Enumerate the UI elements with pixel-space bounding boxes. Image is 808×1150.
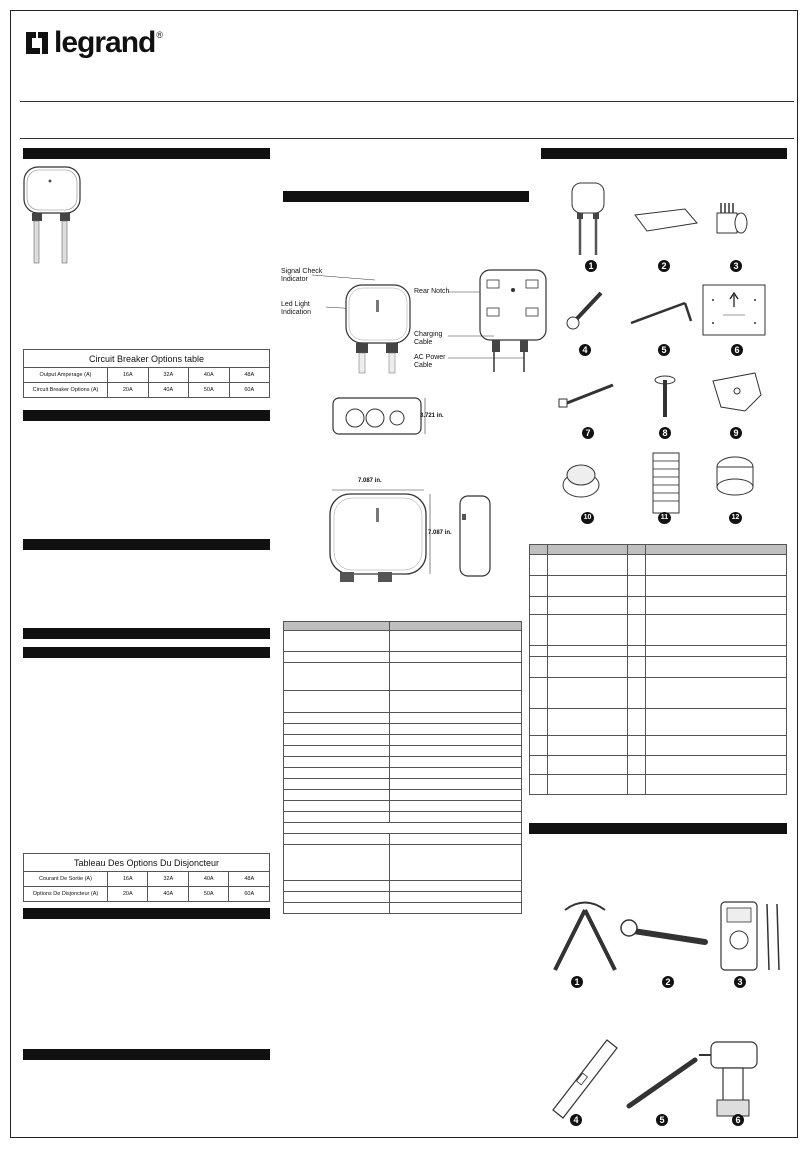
header-rule-2 bbox=[20, 138, 794, 139]
tool-number-6: 6 bbox=[732, 1114, 744, 1126]
parts-table bbox=[529, 544, 787, 795]
tool-number-5: 5 bbox=[656, 1114, 668, 1126]
height-dimension: 7.087 in. bbox=[428, 530, 452, 536]
row-label: Output Amperage (A) bbox=[24, 368, 108, 383]
section-bar bbox=[23, 148, 270, 159]
cell: 60A bbox=[229, 383, 270, 398]
charging-cable-label: Charging Cable bbox=[414, 331, 443, 346]
tool-number-1: 1 bbox=[571, 976, 583, 988]
cell: 16A bbox=[108, 368, 149, 383]
section-bar bbox=[529, 823, 787, 834]
part-number-2: 2 bbox=[658, 260, 670, 272]
row-label: Circuit Breaker Options (A) bbox=[24, 383, 108, 398]
logo-registered: ® bbox=[156, 30, 163, 40]
part-number-1: 1 bbox=[585, 260, 597, 272]
part-number-5: 5 bbox=[658, 344, 670, 356]
cell: 32A bbox=[148, 872, 188, 887]
cell: 40A bbox=[188, 872, 228, 887]
header-rule-1 bbox=[20, 101, 794, 102]
part-number-10: 10 bbox=[581, 512, 594, 524]
part-number-11: 11 bbox=[658, 512, 671, 524]
part-number-3: 3 bbox=[730, 260, 742, 272]
breaker-table-fr bbox=[23, 853, 270, 902]
section-bar bbox=[23, 628, 270, 639]
table-title: Circuit Breaker Options table bbox=[24, 350, 270, 368]
part-number-6: 6 bbox=[731, 344, 743, 356]
tool-number-4: 4 bbox=[570, 1114, 582, 1126]
part-number-9: 9 bbox=[730, 427, 742, 439]
part-number-4: 4 bbox=[579, 344, 591, 356]
ac-power-label: AC Power Cable bbox=[414, 354, 446, 369]
charger-dimension-diagram bbox=[320, 484, 520, 584]
cell: 60A bbox=[229, 887, 270, 902]
cell: 16A bbox=[108, 872, 148, 887]
section-bar bbox=[23, 647, 270, 658]
cell: 20A bbox=[108, 887, 148, 902]
table-title: Tableau Des Options Du Disjoncteur bbox=[24, 854, 270, 872]
row-label: Options De Disjoncteur (A) bbox=[24, 887, 108, 902]
signal-check-label: Signal Check Indicator bbox=[281, 268, 323, 283]
charger-bottom-diagram bbox=[325, 392, 435, 442]
part-number-8: 8 bbox=[659, 427, 671, 439]
section-bar bbox=[283, 191, 529, 202]
cell: 40A bbox=[189, 368, 230, 383]
led-light-label: Led Light Indication bbox=[281, 301, 311, 316]
tool-number-2: 2 bbox=[662, 976, 674, 988]
cell: 20A bbox=[108, 383, 149, 398]
charger-front-diagram bbox=[280, 260, 530, 380]
section-bar bbox=[23, 539, 270, 550]
section-bar bbox=[23, 410, 270, 421]
row-label: Courant De Sortie (A) bbox=[24, 872, 108, 887]
logo-text: legrand bbox=[54, 26, 156, 59]
cell: 48A bbox=[229, 368, 270, 383]
legrand-logo bbox=[24, 26, 163, 60]
cell: 40A bbox=[148, 383, 189, 398]
tools-illustrations bbox=[535, 880, 785, 1130]
section-bar bbox=[541, 148, 787, 159]
tool-number-3: 3 bbox=[734, 976, 746, 988]
section-bar bbox=[23, 908, 270, 919]
part-number-12: 12 bbox=[729, 512, 742, 524]
cell: 50A bbox=[188, 887, 228, 902]
specifications-table bbox=[283, 621, 522, 914]
logo-mark-icon bbox=[24, 30, 50, 56]
charger-thumbnail bbox=[22, 165, 84, 265]
cell: 40A bbox=[148, 887, 188, 902]
breaker-table-en bbox=[23, 349, 270, 398]
depth-dimension: 3.721 in. bbox=[420, 413, 444, 419]
section-bar bbox=[23, 1049, 270, 1060]
cell: 48A bbox=[229, 872, 270, 887]
cell: 32A bbox=[148, 368, 189, 383]
rear-notch-label: Rear Notch bbox=[414, 288, 450, 295]
width-dimension: 7.087 in. bbox=[358, 478, 382, 484]
part-number-7: 7 bbox=[582, 427, 594, 439]
cell: 50A bbox=[189, 383, 230, 398]
